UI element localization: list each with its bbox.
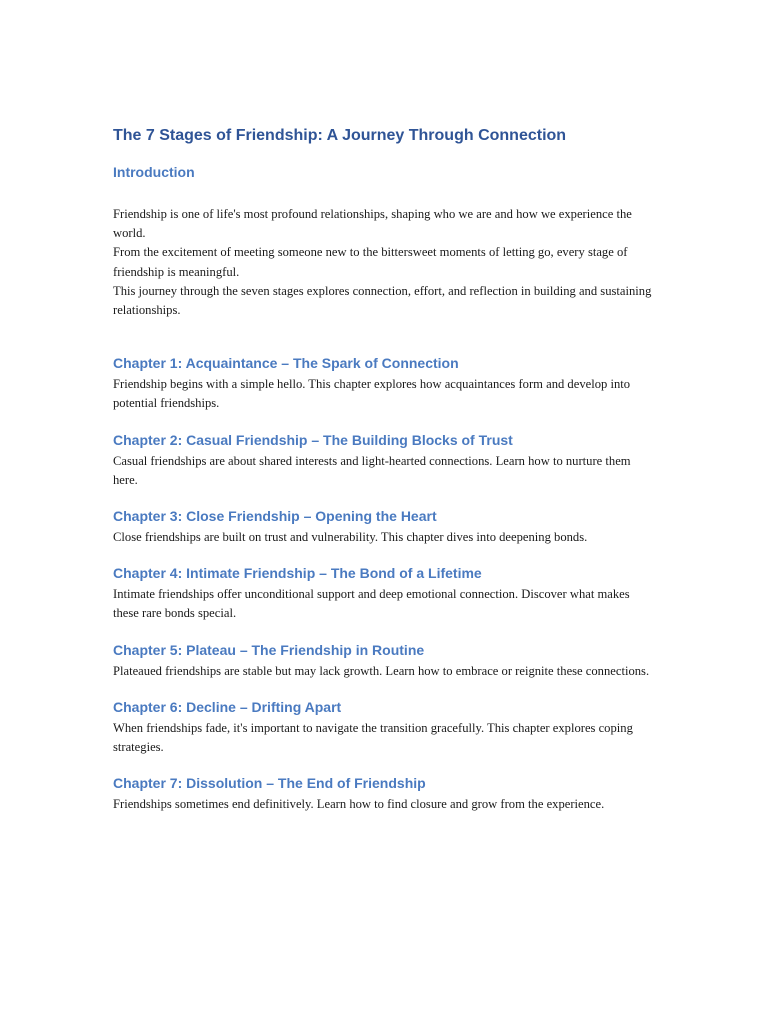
- chapter-heading: Chapter 4: Intimate Friendship – The Bond of a Lifetime: [113, 565, 482, 582]
- chapter-5: [113, 639, 658, 681]
- chapter-2: [113, 429, 658, 490]
- chapter-list: [113, 352, 658, 814]
- chapter-6: [113, 696, 658, 757]
- document-title: The 7 Stages of Friendship: A Journey Through Connection: [113, 127, 567, 144]
- introduction-body: [113, 205, 658, 320]
- chapter-body: When friendships fade, it's important to navigate the transition gracefully. This chapter explores coping strategies.: [113, 720, 633, 755]
- chapter-body: Intimate friendships offer unconditional support and deep emotional connection. Discover what makes these rare bonds special.: [113, 587, 630, 621]
- chapter-heading: Chapter 7: Dissolution – The End of Friendship: [113, 775, 426, 792]
- chapter-1: [113, 352, 658, 413]
- chapter-body: Friendships sometimes end definitively. Learn how to find closure and grow from the experience.: [113, 797, 605, 812]
- chapter-heading: Chapter 3: Close Friendship – Opening the Heart: [113, 508, 437, 525]
- chapter-body: Close friendships are built on trust and vulnerability. This chapter dives into deepening bonds.: [113, 530, 588, 545]
- document-page: [113, 124, 658, 829]
- chapter-body: Plateaued friendships are stable but may lack growth. Learn how to embrace or reignite these connections.: [113, 663, 650, 678]
- chapter-7: [113, 772, 658, 814]
- introduction-paragraph: This journey through the seven stages explores connection, effort, and reflection in building and sustaining relationships.: [113, 283, 652, 318]
- chapter-4: [113, 562, 658, 623]
- chapter-heading: Chapter 6: Decline – Drifting Apart: [113, 698, 342, 715]
- introduction-paragraph: From the excitement of meeting someone new to the bittersweet moments of letting go, every stage of friendship is meaningful.: [113, 245, 628, 279]
- introduction-heading: Introduction: [113, 164, 195, 180]
- chapter-heading: Chapter 1: Acquaintance – The Spark of Connection: [113, 355, 459, 372]
- chapter-heading: Chapter 2: Casual Friendship – The Building Blocks of Trust: [113, 431, 513, 448]
- chapter-body: Friendship begins with a simple hello. This chapter explores how acquaintances form and develop into potential friendships.: [113, 377, 631, 411]
- chapter-heading: Chapter 5: Plateau – The Friendship in Routine: [113, 641, 425, 658]
- introduction-paragraph: Friendship is one of life's most profound relationships, shaping who we are and how we experience the world.: [113, 207, 632, 241]
- chapter-3: [113, 505, 658, 547]
- chapter-body: Casual friendships are about shared interests and light-hearted connections. Learn how to nurture them here.: [113, 453, 631, 487]
